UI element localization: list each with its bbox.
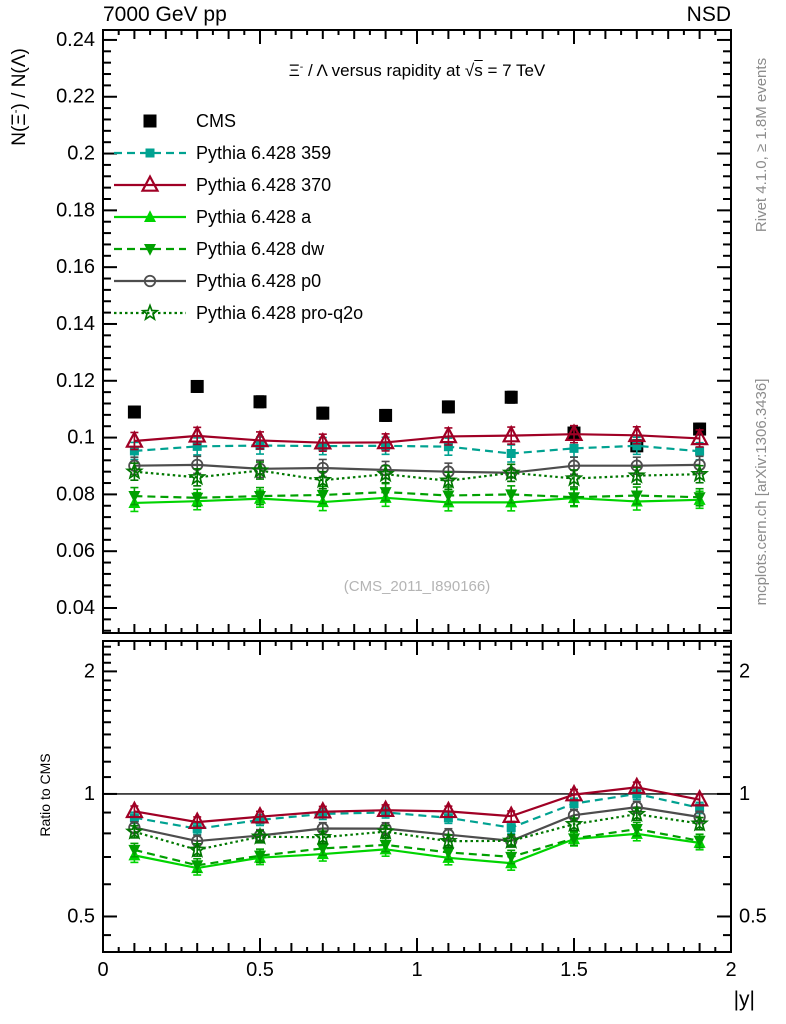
legend-marker-pythia-6-428-370 xyxy=(112,174,188,196)
analysis-watermark: (CMS_2011_I890166) xyxy=(343,578,491,595)
legend-marker-pythia-6-428-p0 xyxy=(112,270,188,292)
y-main-tick-label: 0.06 xyxy=(56,540,95,563)
legend-item-pythia-6-428-pro-q2o xyxy=(112,297,363,329)
y-ratio-tick-label-left: 1 xyxy=(83,782,95,805)
beam-energy-title: 7000 GeV pp xyxy=(103,3,227,26)
y-main-tick-label: 0.04 xyxy=(56,597,95,620)
series-pythia-6-428-dw xyxy=(128,484,705,873)
legend-label: Pythia 6.428 pro-q2o xyxy=(196,302,364,323)
y-main-tick-label: 0.14 xyxy=(56,312,95,335)
x-axis-label: |y| xyxy=(733,988,755,1011)
y-main-tick-label: 0.24 xyxy=(56,28,95,51)
x-tick-label: 1 xyxy=(411,959,423,981)
y-main-tick-label: 0.22 xyxy=(56,85,95,108)
legend xyxy=(112,105,363,329)
y-main-tick-label: 0.16 xyxy=(56,256,95,279)
y-axis-label-main xyxy=(9,0,33,197)
plot-title xyxy=(103,61,731,81)
x-tick-label: 1.5 xyxy=(560,959,588,981)
y-axis-label-sup: - xyxy=(8,109,22,114)
legend-item-pythia-6-428-359 xyxy=(112,137,363,169)
event-class-title: NSD xyxy=(686,3,731,26)
plot-title-xi-sup: - xyxy=(299,61,304,74)
y-axis-label-pre: N(Ξ xyxy=(9,113,30,146)
y-ratio-tick-label-right: 1 xyxy=(739,782,751,805)
plot-title-mid: / Λ versus rapidity at xyxy=(303,61,465,80)
plot-title-sqrt-arg: s xyxy=(474,61,483,80)
mcplots-arxiv-note: mcplots.cern.ch [arXiv:1306.3436] xyxy=(753,378,770,606)
y-ratio-tick-label-right: 0.5 xyxy=(739,905,767,928)
y-main-tick-label: 0.1 xyxy=(67,426,95,449)
y-main-tick-label: 0.18 xyxy=(56,199,95,222)
y-ratio-tick-label-right: 2 xyxy=(739,660,751,683)
legend-label: Pythia 6.428 370 xyxy=(196,174,332,195)
legend-label: Pythia 6.428 p0 xyxy=(196,270,322,291)
plot-title-xi: Ξ xyxy=(288,61,300,80)
series-pythia-6-428-pro-q2o xyxy=(127,462,706,856)
legend-marker-pythia-6-428-359 xyxy=(112,142,188,164)
legend-item-pythia-6-428-a xyxy=(112,201,363,233)
y-axis-label-ratio: Ratio to CMS xyxy=(37,753,53,837)
legend-item-pythia-6-428-p0 xyxy=(112,265,363,297)
legend-label: Pythia 6.428 359 xyxy=(196,142,332,163)
y-main-tick-label: 0.2 xyxy=(67,142,95,165)
legend-marker-pythia-6-428-pro-q2o xyxy=(112,302,188,324)
legend-marker-pythia-6-428-dw xyxy=(112,238,188,260)
legend-marker-pythia-6-428-a xyxy=(112,206,188,228)
legend-item-pythia-6-428-dw xyxy=(112,233,363,265)
legend-marker-cms xyxy=(112,110,188,132)
legend-item-cms xyxy=(112,105,363,137)
rivet-version-note: Rivet 4.1.0, ≥ 1.8M events xyxy=(753,57,770,233)
plot-title-post: = 7 TeV xyxy=(482,61,546,80)
sqrt-icon: √ xyxy=(464,61,475,80)
x-tick-label: 0 xyxy=(97,959,109,981)
legend-label: Pythia 6.428 a xyxy=(196,206,312,227)
series-pythia-6-428-a xyxy=(128,489,705,875)
y-ratio-tick-label-left: 0.5 xyxy=(67,905,95,928)
y-main-tick-label: 0.08 xyxy=(56,483,95,506)
y-axis-label-post: ) / N(Λ) xyxy=(9,48,30,110)
series-cms xyxy=(128,380,706,452)
x-tick-label: 0.5 xyxy=(246,959,274,981)
legend-label: Pythia 6.428 dw xyxy=(196,238,325,259)
x-tick-label: 2 xyxy=(725,959,737,981)
legend-item-pythia-6-428-370 xyxy=(112,169,363,201)
legend-label: CMS xyxy=(196,110,236,131)
y-ratio-tick-label-left: 2 xyxy=(83,660,95,683)
y-main-tick-label: 0.12 xyxy=(56,369,95,392)
